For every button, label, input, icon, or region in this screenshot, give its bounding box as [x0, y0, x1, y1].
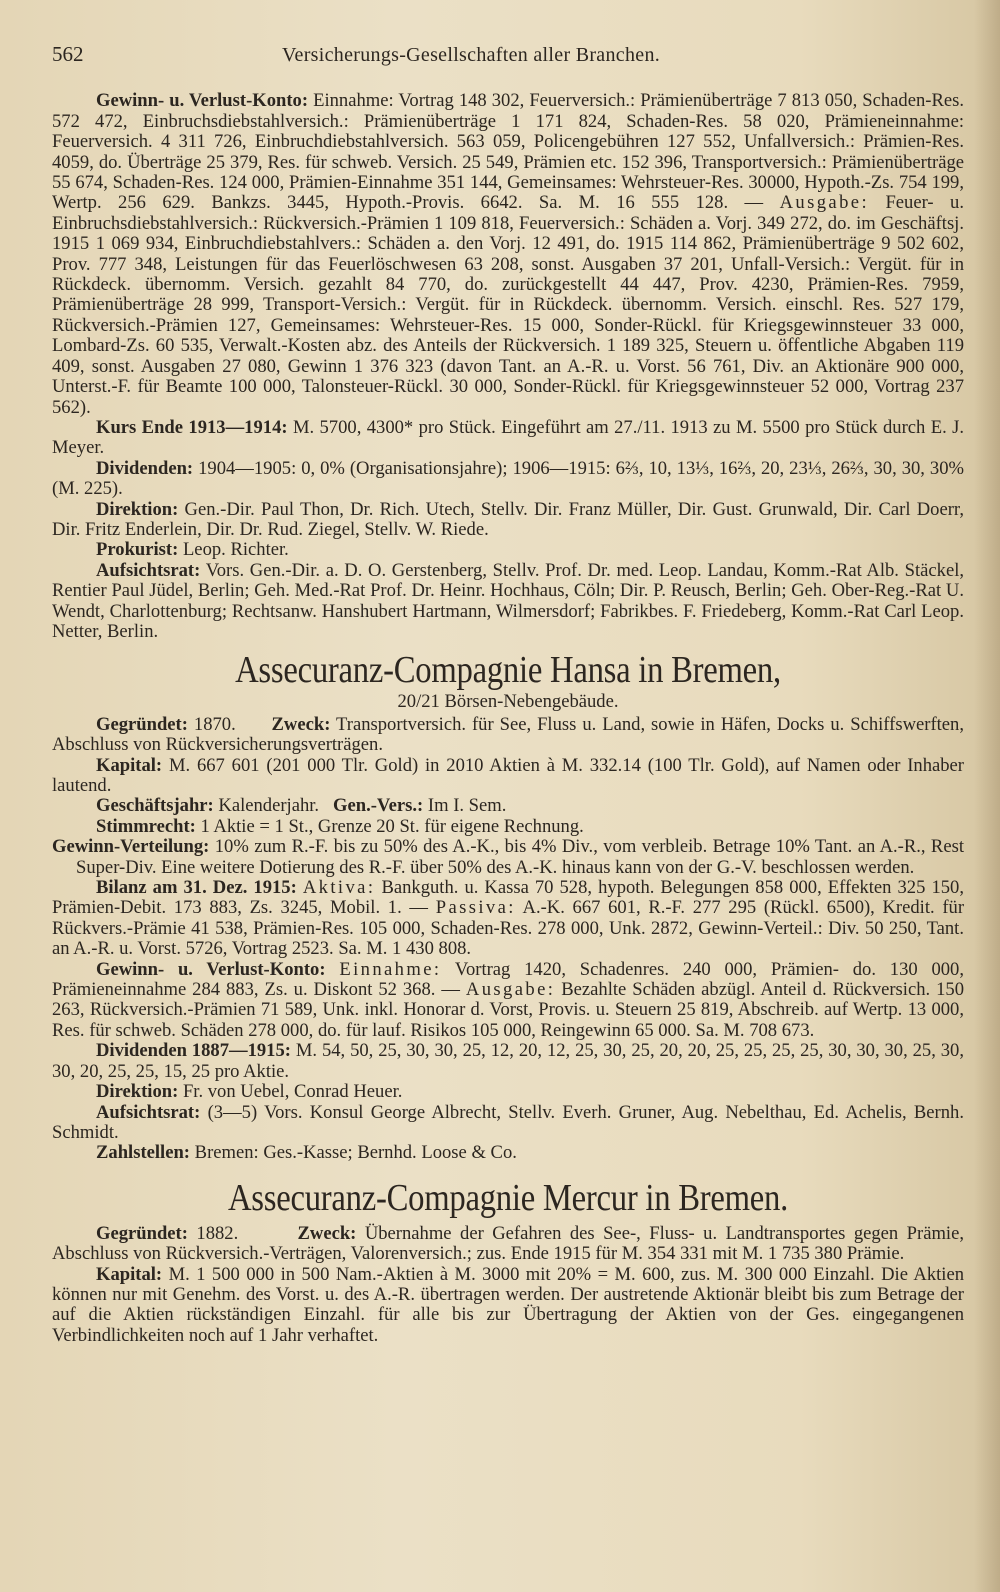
prev-gv-text2: Feuer- u. Einbruchsdiebstahlversich.: Rückversich.-Prämien 1 109 818, Feuerversich.: Schäden a. Vorj. 349 272, do. im Geschäftsj. 1915 1 069 934, Einbruchdiebstahlvers.: Schäden a. den Vorj. 12 491, do. 1915 114 862, Prämienüberträge 9 502 602, Prov. 777 348, Leistungen für das Feuerlöschwesen 63 208, sonst. Ausgaben 37 201, Unfall-Versich.: Vergüt. für in Rückdeck. übernomm. Versich. gezahlt 84 770, do. zurückgestellt 44 447, Prov. 4230, Prämien-Res. 7959, Prämienüberträge 28 999, Transport-Versich.: Vergüt. für in Rückdeck. übernomm. Versich. einschl. Res. 527 179, Rückversich.-Prämien 127, Gemeinsames: Wehrsteuer-Res. 15 000, Sonder-Rückl. für Kriegsgewinnsteuer 33 000, Lombard-Zs. 60 535, Verwalt.-Kosten abz. des Anteils der Rückversich. 1 189 325, Steuern u. öffentliche Abgaben 119 409, sonst. Ausgaben 27 080, Gewinn 1 376 323 (davon Tant. an A.-R. u. Vorst. 56 761, Div. an Aktionäre 900 000, Unterst.-F. für Beamte 100 000, Talonsteuer-Rückl. 30 000, Sonder-Rückl. für Kriegsgewinnsteuer 52 000, Vortrag 237 562). [52, 192, 964, 418]
prev-prok-paragraph [52, 540, 964, 560]
hansa-div-text: M. 54, 50, 25, 30, 30, 25, 12, 20, 12, 25, 30, 25, 20, 20, 25, 25, 25, 25, 30, 30, 30, 25, 30, 30, 20, 25, 25, 15, 25 pro Aktie. [52, 1040, 964, 1082]
hansa-kapital-text: M. 667 601 (201 000 Tlr. Gold) in 2010 Aktien à M. 332.14 (100 Tlr. Gold), auf Namen oder Inhaber lautend. [52, 754, 964, 796]
hansa-bilanz-text2: A.-K. 667 601, R.-F. 277 295 (Rückl. 6500), Kredit. für Rückvers.-Prämie 41 538, Prämien-Res. 105 000, Schaden-Res. 278 000, Unk. 2872, Gewinn-Verteil.: Div. 50 250, Tant. an A.-R. u. Vorst. 5726, Vortrag 2523. Sa. M. 1 430 808. [52, 897, 965, 960]
prev-div-paragraph [52, 459, 964, 500]
hansa-dir-text: Fr. von Uebel, Conrad Heuer. [182, 1081, 403, 1103]
hansa-dir-label: Direktion: [96, 1081, 179, 1103]
hansa-gewv-text: 10% zum R.-F. bis zu 50% des A.-K., bis 4% Div., vom verbleib. Betrage 10% Tant. an A.-R., Rest Super-Div. Eine weitere Dotierung des R.-F. über 50% des A.-K. hinaus kann von der G.-V. beschlossen werden. [76, 836, 964, 878]
hansa-gvk-ausgabe: Ausgabe: [465, 979, 556, 1001]
mercur-gegr-label: Gegründet: [96, 1222, 188, 1244]
hansa-gj-paragraph [52, 796, 964, 816]
hansa-gewv-label: Gewinn-Verteilung: [52, 836, 210, 858]
prev-gv-paragraph [52, 91, 964, 418]
mercur-kapital-text: M. 1 500 000 in 500 Nam.-Aktien à M. 3000 mit 20% = M. 600, zus. M. 300 000 Einzahl. Die Aktien können nur mit Genehm. des Vorst. u. des A.-R. übertragen werden. Der austretende Aktionär bleibt bis zum Betrage der auf die Aktien rückständigen Einzahl. für alle bis zur Übertragung der Aktien von der Ges. eingegangenen Verbindlichkeiten noch auf 1 Jahr verhaftet. [52, 1263, 964, 1346]
prev-div-text: 1904—1905: 0, 0% (Organisationsjahre); 1906—1915: 6⅔, 10, 13⅓, 16⅔, 20, 23⅓, 26⅔, 30, 30, 30% (M. 225). [52, 457, 964, 500]
prev-div-label: Dividenden: [96, 457, 194, 479]
prev-kurs-paragraph [52, 418, 964, 459]
hansa-stimm-label: Stimmrecht: [96, 815, 196, 837]
page-header [52, 44, 964, 65]
prev-gv-text1: Einnahme: Vortrag 148 302, Feuerversich.: Prämienüberträge 7 813 050, Schaden-Res. 572 472, Einbruchsdiebstahlversich.: Prämienüberträge 1 171 824, Schaden-Res. 58 020, Prämieneinnahme: Feuerversich. 4 311 726, Einbruchdiebstahlversich. 563 059, Policengebühren 127 552, Unfallversich.: Prämien-Res. 4059, do. Überträge 25 379, Res. für schweb. Versich. 25 549, Prämien etc. 152 396, Transportversich.: Prämienüberträge 55 674, Schaden-Res. 124 000, Prämien-Einnahme 351 144, Gemeinsames: Wehrsteuer-Res. 30000, Hypoth.-Zs. 754 199, Wertp. 256 629. Bankzs. 3445, Hypoth.-Provis. 6642. Sa. M. 16 555 128. — [52, 90, 964, 214]
prev-dir-label: Direktion: [96, 498, 179, 520]
hansa-genvers-text: Im I. Sem. [427, 795, 507, 817]
hansa-kapital-paragraph [52, 756, 964, 797]
hansa-bilanz-paragraph [52, 878, 964, 960]
mercur-kapital-label: Kapital: [96, 1263, 163, 1285]
prev-kurs-text: M. 5700, 4300* pro Stück. Eingeführt am 27./11. 1913 zu M. 5500 pro Stück durch E. J. Meyer. [52, 416, 965, 459]
hansa-stimm-paragraph [52, 817, 964, 837]
hansa-gegr-text: 1870. [193, 713, 236, 735]
hansa-bilanz-text1: Bankguth. u. Kassa 70 528, hypoth. Belegungen 858 000, Effekten 325 150, Prämien-Debit. 173 883, Zs. 3245, Mobil. 1. — [52, 877, 964, 919]
hansa-gj-label: Geschäftsjahr: [96, 795, 214, 817]
hansa-gvk-text1: Vortrag 1420, Schadenres. 240 000, Prämien- do. 130 000, Prämieneinnahme 284 883, Zs. u. Diskont 52 368. — [52, 958, 964, 1001]
mercur-zweck-text: Übernahme der Gefahren des See-, Fluss- u. Landtransportes gegen Prämie, Abschluss von Rückversich.-Verträgen, Valorenversich.; zus. Ende 1915 für M. 354 331 mit M. 1 735 380 Prämie. [52, 1222, 964, 1265]
hansa-gvk-label: Gewinn- u. Verlust-Konto: [96, 958, 326, 980]
hansa-gvk-paragraph [52, 960, 964, 1042]
book-page [52, 44, 964, 1346]
hansa-genvers-label: Gen.-Vers.: [333, 795, 424, 817]
prev-ar-text: Vors. Gen.-Dir. a. D. O. Gerstenberg, Stellv. Prof. Dr. med. Leop. Landau, Komm.-Rat Alb. Stäckel, Rentier Paul Jüdel, Berlin; Geh. Med.-Rat Prof. Dr. Heinr. Hochhaus, Cöln; Dir. P. Reusch, Berlin; Geh. Ober-Reg.-Rat U. Wendt, Charlottenburg; Rechtsanw. Hanshubert Hartmann, Wilmersdorf; Fabrikbes. F. Friedeberg, Komm.-Rat Carl Leop. Netter, Berlin. [52, 559, 965, 642]
hansa-gj-text: Kalenderjahr. [218, 795, 320, 817]
hansa-title: Assecuranz-Compagnie Hansa in Bremen, [235, 649, 781, 692]
page-number: 562 [52, 42, 84, 66]
prev-kurs-label: Kurs Ende 1913—1914: [96, 416, 288, 438]
prev-dir-paragraph [52, 500, 964, 541]
mercur-gegr-paragraph [52, 1224, 964, 1265]
hansa-ar-text: (3—5) Vors. Konsul George Albrecht, Stellv. Everh. Gruner, Aug. Nebelthau, Ed. Achelis, Bernh. Schmidt. [52, 1101, 964, 1143]
hansa-zahl-paragraph [52, 1143, 964, 1163]
prev-prok-label: Prokurist: [96, 539, 179, 561]
hansa-zweck-label: Zweck: [271, 713, 331, 735]
hansa-div-label: Dividenden 1887—1915: [96, 1040, 291, 1062]
hansa-dir-paragraph [52, 1082, 964, 1102]
hansa-bilanz-aktiva: Aktiva: [302, 877, 376, 899]
hansa-zahl-text: Bremen: Ges.-Kasse; Bernhd. Loose & Co. [194, 1142, 517, 1164]
prev-ar-paragraph [52, 561, 964, 643]
hansa-gvk-text2: Bezahlte Schäden abzügl. Anteil d. Rückversich. 150 263, Rückversich.-Prämien 71 589, Unk. inkl. Honorar d. Vorst, Provis. u. Steuern 25 819, Abschreib. auf Wertp. 13 000, Res. für schweb. Schäden 278 000, do. für lauf. Risikos 105 000, Reingewinn 65 000. Sa. M. 708 673. [52, 979, 964, 1041]
hansa-bilanz-passiva: Passiva: [435, 897, 516, 919]
hansa-zweck-text: Transportversich. für See, Fluss u. Land, sowie in Häfen, Docks u. Schiffswerften, Abschluss von Rückversicherungsverträgen. [52, 713, 965, 756]
running-title: Versicherungs-Gesellschaften aller Branchen. [282, 44, 661, 66]
hansa-ar-label: Aufsichtsrat: [96, 1101, 201, 1123]
prev-gv-label: Gewinn- u. Verlust-Konto: [96, 90, 309, 112]
hansa-bilanz-label: Bilanz am 31. Dez. 1915: [96, 877, 297, 899]
prev-dir-text: Gen.-Dir. Paul Thon, Dr. Rich. Utech, Stellv. Dir. Franz Müller, Dir. Gust. Grunwald, Dir. Carl Doerr, Dir. Fritz Enderlein, Dir. Dr. Rud. Ziegel, Stellv. W. Riede. [52, 498, 965, 540]
hansa-stimm-text: 1 Aktie = 1 St., Grenze 20 St. für eigene Rechnung. [200, 815, 584, 837]
hansa-div-paragraph [52, 1041, 964, 1082]
hansa-gewv-paragraph [52, 837, 964, 878]
hansa-zahl-label: Zahlstellen: [96, 1142, 191, 1164]
prev-gv-ausgabe: Ausgabe: [779, 192, 870, 214]
hansa-kapital-label: Kapital: [96, 754, 163, 776]
page-edge-shadow [974, 0, 1000, 1592]
mercur-gegr-text: 1882. [196, 1222, 239, 1244]
mercur-title: Assecuranz-Compagnie Mercur in Bremen. [227, 1176, 789, 1219]
mercur-kapital-paragraph [52, 1265, 964, 1347]
hansa-gegr-label: Gegründet: [96, 713, 188, 735]
prev-prok-text: Leop. Richter. [182, 539, 289, 561]
prev-ar-label: Aufsichtsrat: [96, 559, 201, 581]
hansa-gvk-einnahme: Einnahme: [339, 958, 442, 980]
hansa-address: 20/21 Börsen-Nebengebäude. [397, 691, 619, 713]
hansa-ar-paragraph [52, 1103, 964, 1144]
hansa-gegr-paragraph [52, 715, 964, 756]
mercur-zweck-label: Zweck: [297, 1222, 357, 1244]
